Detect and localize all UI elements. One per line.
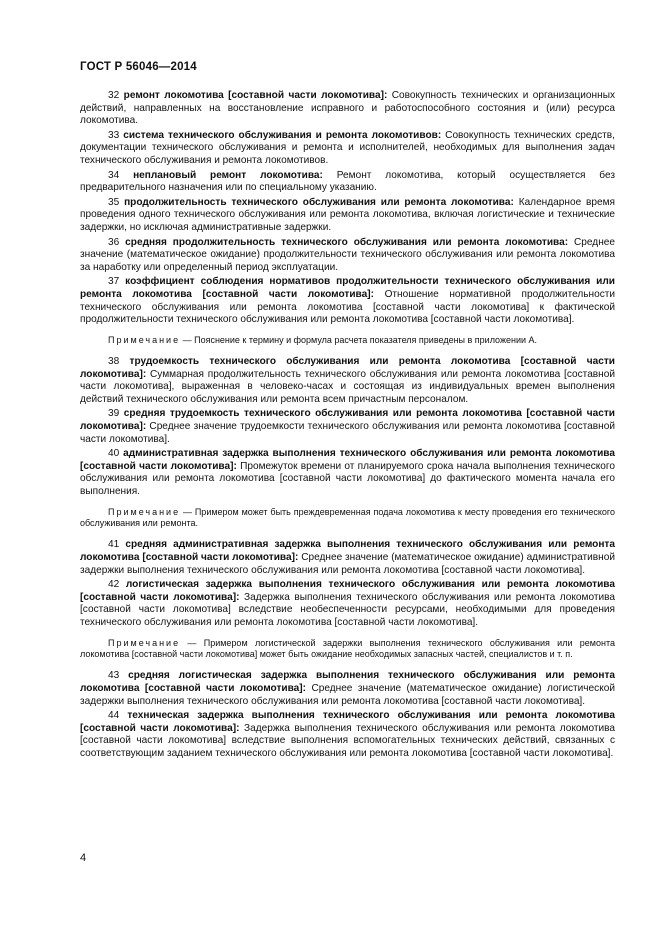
note-text: — Примером может быть преждевременная подача локомотива к месту проведения его технического обслуживания или ремонта. <box>80 506 615 529</box>
entry-definition: Промежуток времени от планируемого срока начала выполнения технического обслуживания или ремонта локомотива [составной части локомотива] до фактического момента начала его выполнения. <box>80 460 615 498</box>
note-42 <box>80 638 615 661</box>
term-entry-42 <box>80 579 615 629</box>
entry-definition: Совокупность технических и организационных действий, направленных на восстановление исправного и работоспособного состояния и (или) ресурса локомотива. <box>80 90 615 127</box>
standard-header: ГОСТ Р 56046—2014 <box>80 61 197 73</box>
term-entry-33 <box>80 130 615 168</box>
entry-number: 33 <box>108 129 120 141</box>
entry-term: продолжительность технического обслуживания или ремонта локомотива: <box>124 196 514 208</box>
entry-definition: Среднее значение трудоемкости технического обслуживания или ремонта локомотива [составной части локомотива]. <box>80 421 615 445</box>
entry-number: 44 <box>108 710 120 722</box>
entry-term: средняя логистическая задержка выполнения технического обслуживания или ремонта локомотива [составной части локомотива]: <box>80 670 615 694</box>
entry-number: 32 <box>108 90 120 101</box>
document-body <box>80 90 615 763</box>
entry-number: 35 <box>108 196 120 208</box>
note-40 <box>80 507 615 530</box>
term-entry-36 <box>80 237 615 275</box>
note-text: — Пояснение к термину и формула расчета показателя приведены в приложении А. <box>182 334 538 345</box>
entry-term: трудоемкость технического обслуживания или ремонта локомотива [составной части локомотива]: <box>80 356 615 380</box>
note-37 <box>80 335 615 346</box>
term-entry-41 <box>80 539 615 577</box>
term-entry-44 <box>80 710 615 760</box>
entry-term: средняя продолжительность технического обслуживания или ремонта локомотива: <box>125 236 569 248</box>
entry-definition: Задержка выполнения технического обслуживания или ремонта локомотива [составной части локомотива] вследствие выполнения вспомогательных технических действий, связанных с соответствующим заданием технического обслуживания или ремонта локомотива [составной части локомотива]. <box>80 722 615 759</box>
entry-term: коэффициент соблюдения нормативов продолжительности технического обслуживания или ремонта локомотива [составной части локомотива]: <box>80 276 615 300</box>
entry-term: неплановый ремонт локомотива: <box>133 169 323 181</box>
entry-number: 34 <box>108 169 120 181</box>
term-entry-32 <box>80 90 615 128</box>
term-entry-35 <box>80 197 615 235</box>
entry-term: техническая задержка выполнения технического обслуживания или ремонта локомотива [составной части локомотива]: <box>80 710 615 734</box>
term-entry-38 <box>80 356 615 406</box>
entry-definition: Суммарная продолжительность технического обслуживания или ремонта локомотива [составной части локомотива], выраженная в человеко-часах и состоящая из индивидуальных времен выполнения действий технического обслуживания или ремонта всем причастным персоналом. <box>80 368 615 405</box>
entry-definition: Задержка выполнения технического обслуживания или ремонта локомотива [составной части локомотива] вследствие необеспеченности ресурсами, необходимыми для проведения технического обслуживания или ремонта локомотива [составной части локомотива]. <box>80 591 615 628</box>
entry-definition: Отношение нормативной продолжительности технического обслуживания или ремонта локомотива [составной части локомотива] к фактической продолжительности технического обслуживания или ремонта локомотива [составной части локомотива]. <box>80 288 616 326</box>
entry-number: 36 <box>108 236 120 248</box>
entry-number: 41 <box>108 539 120 551</box>
entry-term: логистическая задержка выполнения технического обслуживания или ремонта локомотива [составной части локомотива]: <box>80 579 615 603</box>
entry-number: 37 <box>108 276 120 288</box>
entry-definition: Среднее значение (математическое ожидание) логистической задержки выполнения технического обслуживания или ремонта локомотива [составной части локомотива]. <box>80 683 615 707</box>
entry-number: 38 <box>108 356 120 368</box>
term-entry-40 <box>80 448 615 498</box>
entry-definition: Совокупность технических средств, документации технического обслуживания и ремонта и исполнителей, необходимых для выполнения задач технического обслуживания и ремонта локомотивов. <box>80 129 615 166</box>
entry-term: средняя административная задержка выполнения технического обслуживания или ремонта локомотива [составной части локомотива]: <box>80 539 615 564</box>
note-text: — Примером логистической задержки выполнения технического обслуживания или ремонта локомотива [составной части локомотива] может быть ожидание необходимых запасных частей, специалистов и т. п. <box>80 637 615 659</box>
entry-number: 43 <box>108 670 120 682</box>
entry-definition: Среднее значение (математическое ожидание) административной задержки выполнения технического обслуживания или ремонта локомотива [составной части локомотива]. <box>80 552 615 576</box>
page-number: 4 <box>80 852 87 864</box>
entry-definition: Ремонт локомотива, который осуществляется без предварительного назначения или по специальному указанию. <box>80 169 615 194</box>
term-entry-43 <box>80 670 615 708</box>
entry-number: 39 <box>108 408 120 420</box>
note-label: Примечание <box>108 506 181 517</box>
entry-term: административная задержка выполнения технического обслуживания или ремонта локомотива [составной части локомотива]: <box>80 448 615 472</box>
term-entry-37 <box>80 276 615 326</box>
note-label: Примечание <box>108 334 181 345</box>
entry-number: 40 <box>108 448 120 460</box>
entry-number: 42 <box>108 579 120 591</box>
entry-term: ремонт локомотива [составной части локомотива]: <box>123 90 388 101</box>
term-entry-39 <box>80 408 615 446</box>
entry-definition: Среднее значение (математическое ожидание) продолжительности технического обслуживания или ремонта локомотива за наработку или определенный период эксплуатации. <box>80 236 616 273</box>
entry-definition: Календарное время проведения одного технического обслуживания или ремонта локомотива, включая логистические и технические задержки, но исключая административные задержки. <box>80 196 615 233</box>
entry-term: средняя трудоемкость технического обслуживания или ремонта локомотива [составной части локомотива]: <box>80 408 615 433</box>
note-label: Примечание <box>108 637 181 648</box>
term-entry-34 <box>80 170 615 195</box>
entry-term: система технического обслуживания и ремонта локомотивов: <box>123 129 442 141</box>
